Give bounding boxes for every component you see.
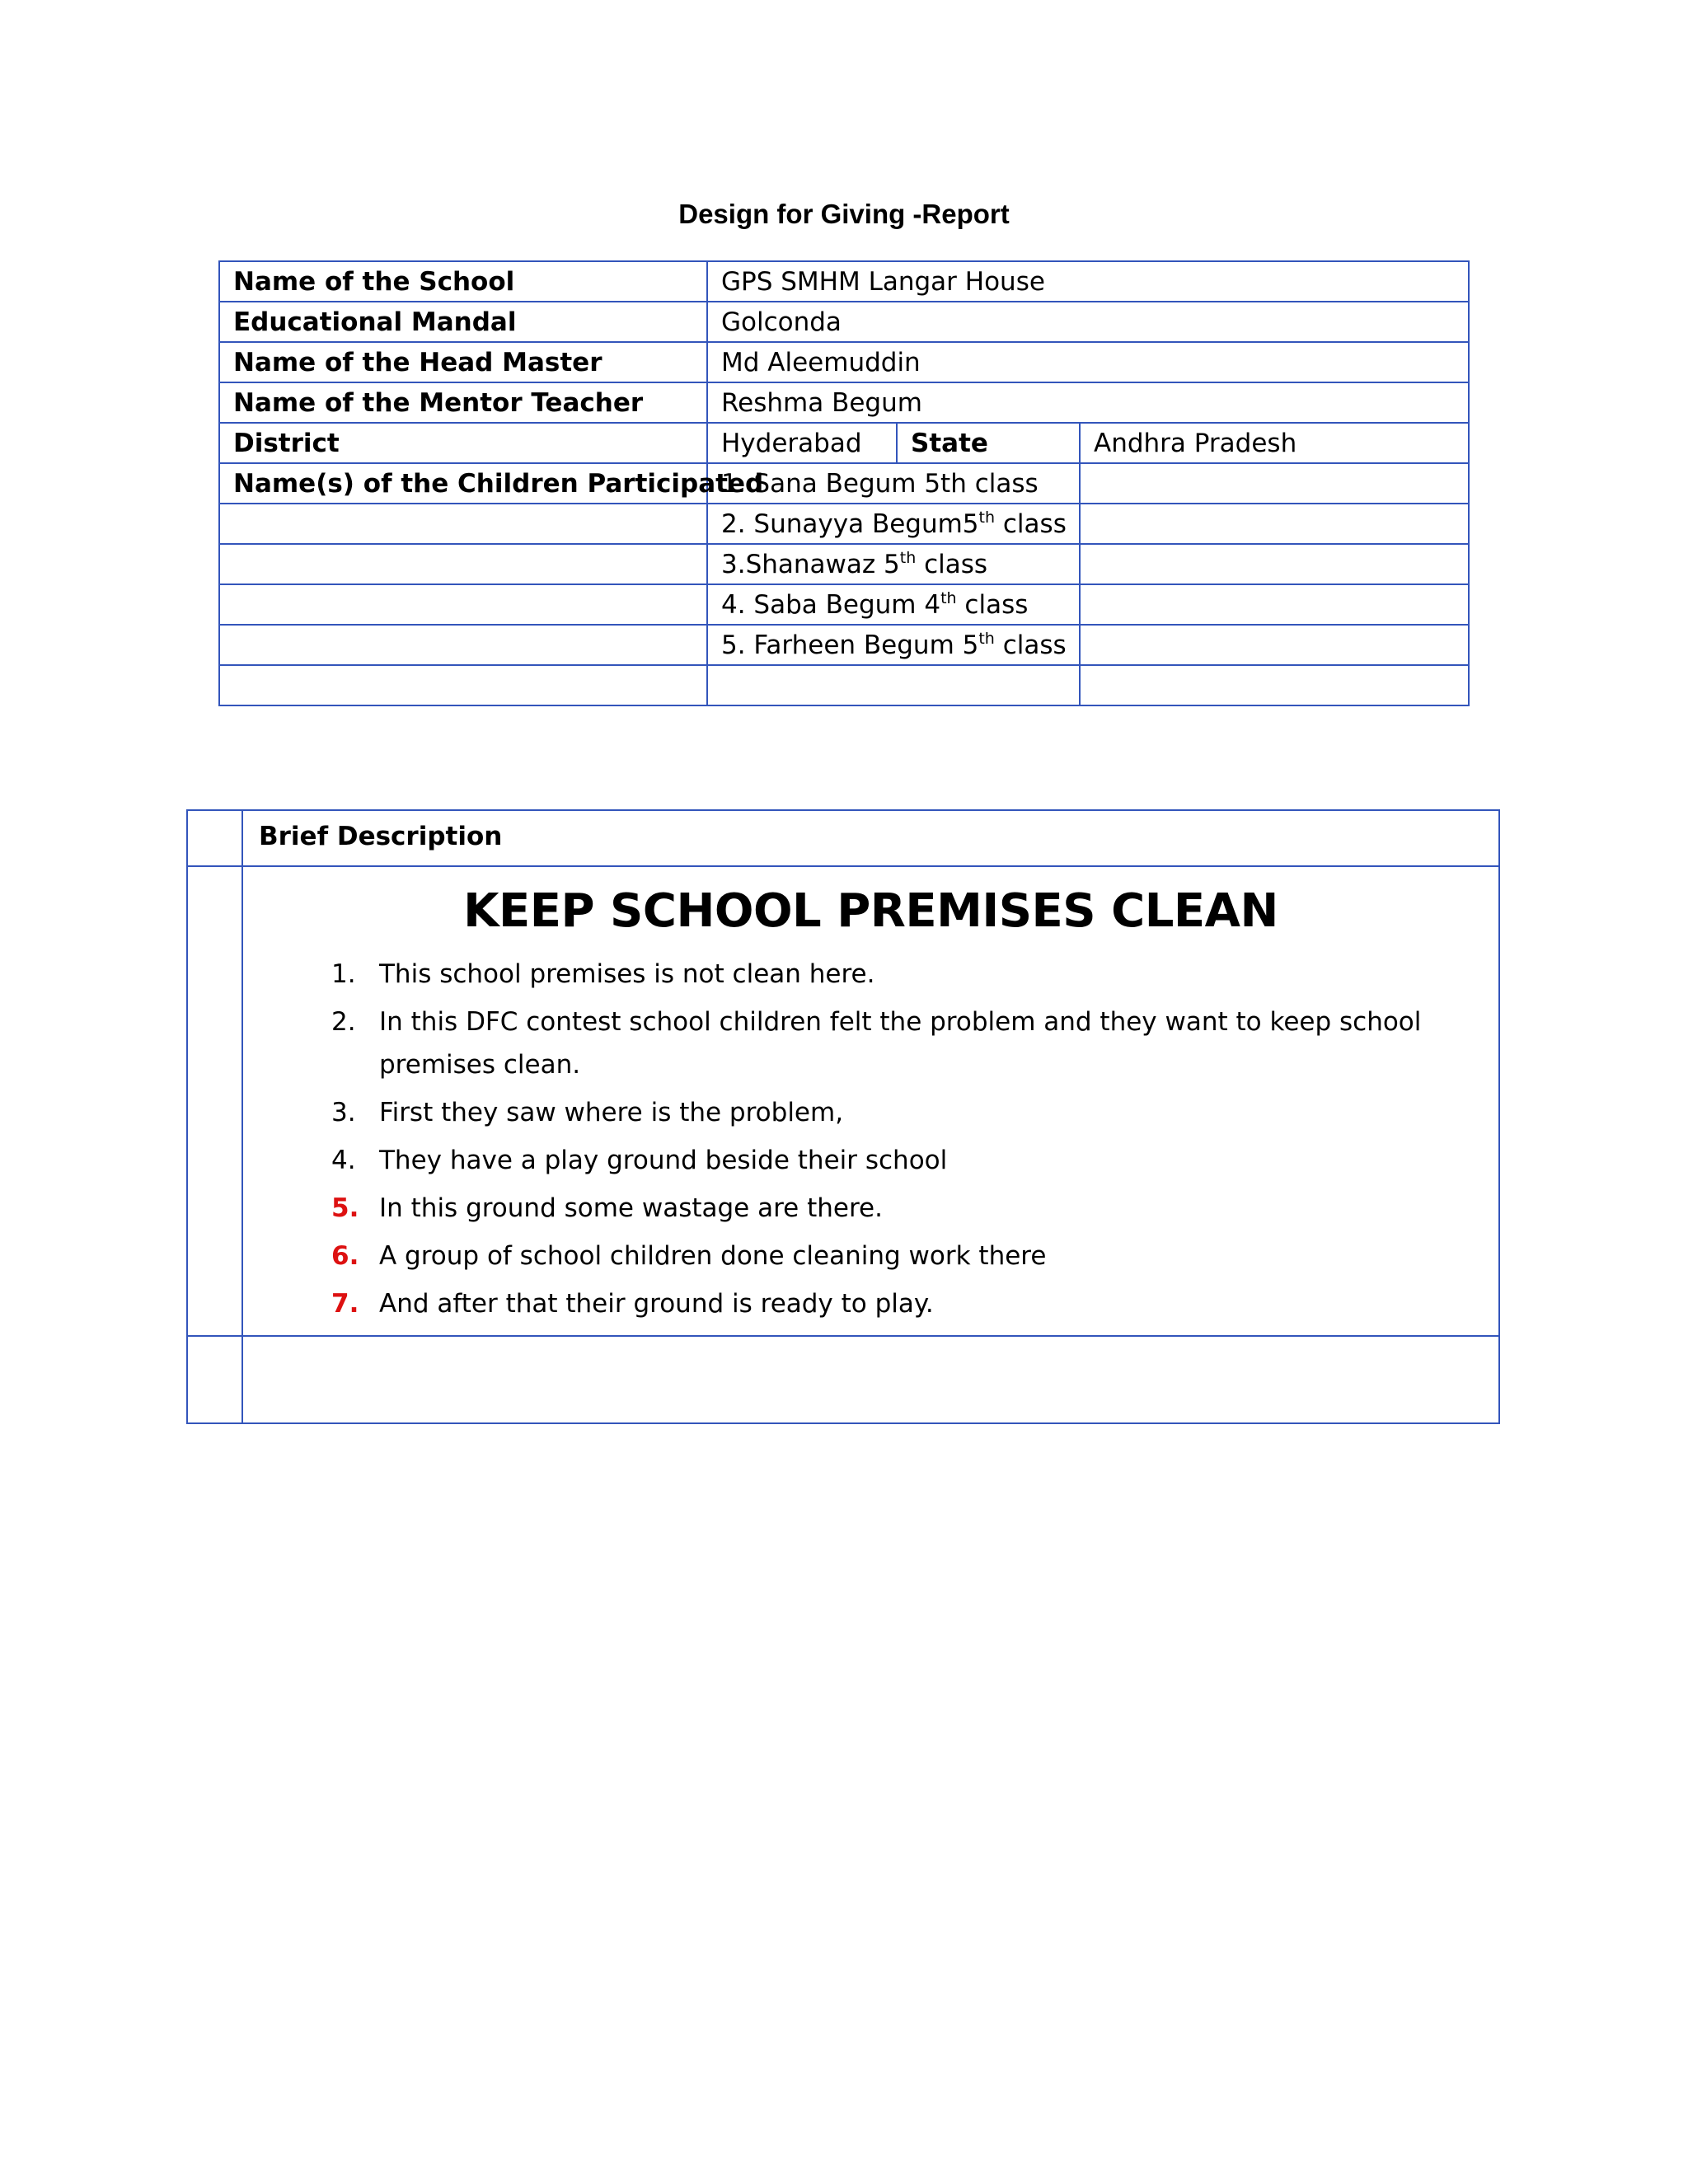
list-number: 5. xyxy=(331,1193,359,1223)
child-name: 4. Saba Begum 4 xyxy=(721,589,941,620)
state-label: State xyxy=(897,423,1080,463)
list-number: 1. xyxy=(331,959,356,989)
child-entry xyxy=(707,584,1080,625)
district-label: District xyxy=(219,423,707,463)
child-class: class xyxy=(994,630,1067,660)
report-title: Design for Giving -Report xyxy=(678,199,1010,229)
empty-cell xyxy=(1080,625,1469,665)
table-row xyxy=(219,544,1469,584)
table-row xyxy=(219,665,1469,705)
school-name-value: GPS SMHM Langar House xyxy=(707,261,1469,302)
child-class: class xyxy=(995,509,1067,539)
mentor-label: Name of the Mentor Teacher xyxy=(219,382,707,423)
table-row xyxy=(219,423,1469,463)
headmaster-label: Name of the Head Master xyxy=(219,342,707,382)
ordinal-suffix: th xyxy=(899,548,917,567)
ordinal-suffix: th xyxy=(978,629,995,648)
child-entry xyxy=(707,463,1080,504)
list-item xyxy=(303,1235,1490,1277)
empty-cell xyxy=(219,625,707,665)
list-text: First they saw where is the problem, xyxy=(379,1098,844,1127)
list-number: 6. xyxy=(331,1241,359,1271)
description-title: KEEP SCHOOL PREMISES CLEAN xyxy=(463,884,1278,938)
child-entry xyxy=(707,544,1080,584)
list-text: In this ground some wastage are there. xyxy=(379,1193,883,1223)
school-info-table xyxy=(218,260,1470,706)
mandal-label: Educational Mandal xyxy=(219,302,707,342)
list-number: 3. xyxy=(331,1098,356,1127)
empty-cell xyxy=(1080,584,1469,625)
child-name: 2. Sunayya Begum5 xyxy=(721,509,979,539)
headmaster-value: Md Aleemuddin xyxy=(707,342,1469,382)
list-item xyxy=(303,1139,1490,1182)
description-heading: Brief Description xyxy=(259,822,503,851)
list-text: They have a play ground beside their school xyxy=(379,1146,948,1175)
state-value: Andhra Pradesh xyxy=(1080,423,1469,463)
table-row xyxy=(219,463,1469,504)
list-item xyxy=(303,1187,1490,1230)
ordinal-suffix: th xyxy=(940,588,957,607)
mentor-value: Reshma Begum xyxy=(707,382,1469,423)
list-text: In this DFC contest school children felt the problem and they want to keep school premises clean. xyxy=(379,1007,1422,1080)
table-row xyxy=(219,302,1469,342)
children-label: Name(s) of the Children Participated xyxy=(219,463,707,504)
list-item xyxy=(303,1282,1490,1325)
list-number: 7. xyxy=(331,1289,359,1319)
list-item xyxy=(303,953,1490,996)
mandal-value: Golconda xyxy=(707,302,1469,342)
description-box xyxy=(186,809,1500,1424)
empty-cell xyxy=(219,665,707,705)
description-list xyxy=(303,953,1490,1330)
divider xyxy=(188,1335,1498,1337)
list-text: A group of school children done cleaning work there xyxy=(379,1241,1047,1271)
school-name-label: Name of the School xyxy=(219,261,707,302)
child-entry xyxy=(707,504,1080,544)
ordinal-suffix: th xyxy=(978,508,996,527)
empty-cell xyxy=(1080,463,1469,504)
child-name: 3.Shanawaz 5 xyxy=(721,549,900,579)
table-row xyxy=(219,261,1469,302)
district-value: Hyderabad xyxy=(707,423,897,463)
table-row xyxy=(219,584,1469,625)
child-entry xyxy=(707,625,1080,665)
empty-cell xyxy=(219,584,707,625)
child-class: class xyxy=(916,549,988,579)
table-row xyxy=(219,504,1469,544)
list-item xyxy=(303,1001,1490,1086)
list-number: 2. xyxy=(331,1007,356,1037)
table-row xyxy=(219,382,1469,423)
list-text: This school premises is not clean here. xyxy=(379,959,875,989)
empty-cell xyxy=(219,504,707,544)
list-item xyxy=(303,1091,1490,1134)
empty-cell xyxy=(1080,504,1469,544)
table-row xyxy=(219,625,1469,665)
child-name: 5. Farheen Begum 5 xyxy=(721,630,979,660)
empty-cell xyxy=(707,665,1080,705)
divider xyxy=(188,865,1498,867)
empty-cell xyxy=(1080,665,1469,705)
table-row xyxy=(219,342,1469,382)
empty-cell xyxy=(219,544,707,584)
list-number: 4. xyxy=(331,1146,356,1175)
list-text: And after that their ground is ready to play. xyxy=(379,1289,934,1319)
child-class: class xyxy=(956,589,1029,620)
empty-cell xyxy=(1080,544,1469,584)
child-name: 1. Sana Begum 5th class xyxy=(721,468,1039,499)
